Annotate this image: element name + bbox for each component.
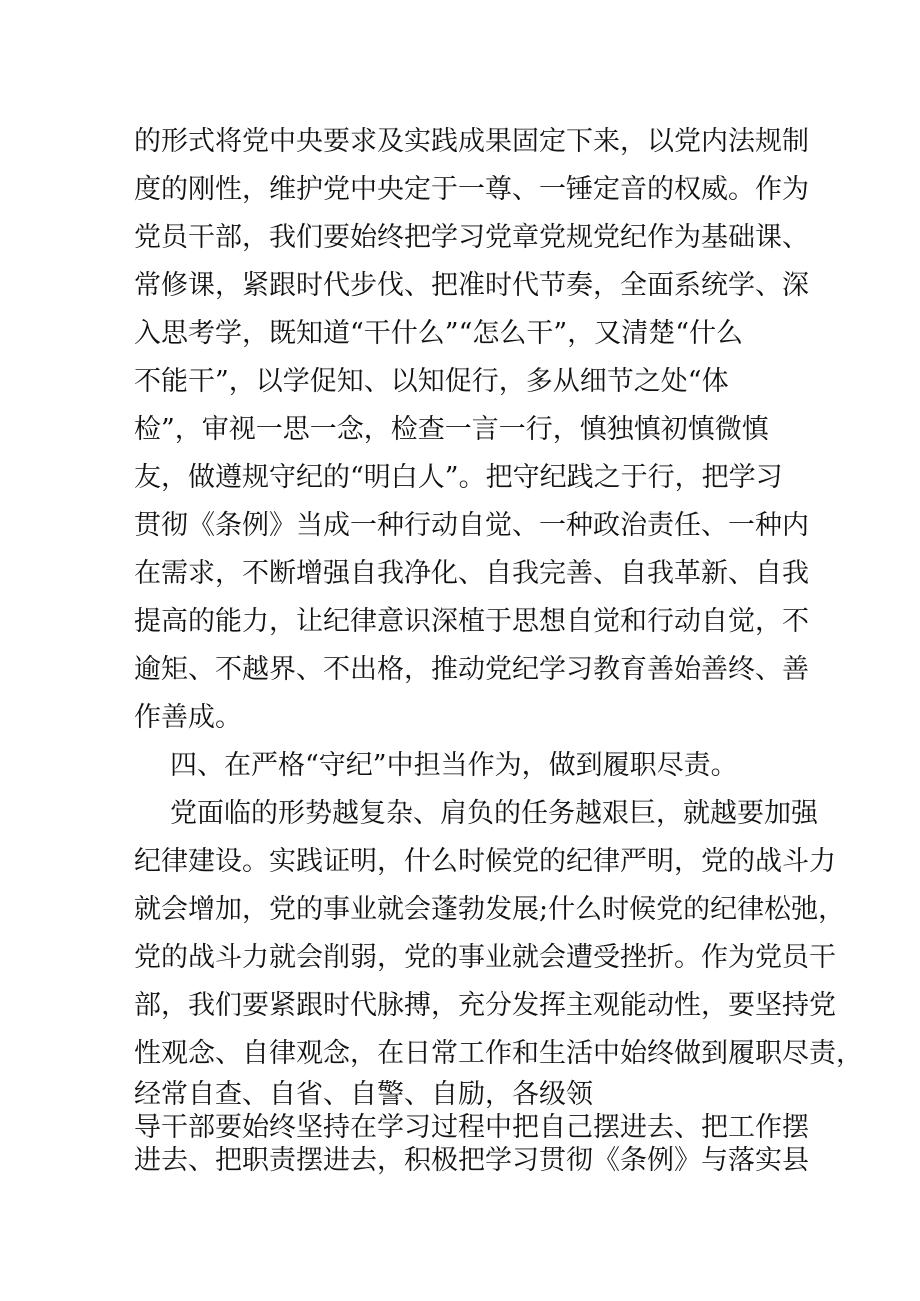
text-line: 度的刚性，维护党中央定于一尊、一锤定音的权威。作为	[134, 174, 809, 205]
text-line: 党的战斗力就会削弱，党的事业就会遭受挫折。作为党员干	[134, 942, 836, 973]
text-line: 在需求，不断增强自我净化、自我完善、自我革新、自我	[134, 558, 809, 589]
text-line: 检”，审视一思一念，检查一言一行，慎独慎初慎微慎	[134, 414, 769, 445]
text-line: 贯彻《条例》当成一种行动自觉、一种政治责任、一种内	[134, 510, 809, 541]
text-line: 不能干”，以学促知、以知促行，多从细节之处“体	[134, 366, 729, 397]
text-line: 导干部要始终坚持在学习过程中把自己摆进去、把工作摆	[134, 1112, 809, 1143]
text-line: 党员干部，我们要始终把学习党章党规党纪作为基础课、	[134, 222, 809, 253]
text-line: 纪律建设。实践证明，什么时候党的纪律严明，党的战斗力	[134, 846, 836, 877]
paragraph-start-line: 党面临的形势越复杂、肩负的任务越艰巨，就越要加强	[170, 798, 818, 829]
text-line: 部，我们要紧跟时代脉搏，充分发挥主观能动性，要坚持党	[134, 990, 836, 1021]
text-line: 逾矩、不越界、不出格，推动党纪学习教育善始善终、善	[134, 654, 809, 685]
section-heading: 四、在严格“守纪”中担当作为，做到履职尽责。	[170, 750, 738, 781]
text-line: 入思考学，既知道“干什么”“怎么干”，又清楚“什么	[134, 318, 744, 349]
document-body	[134, 118, 863, 1177]
text-line: 提高的能力，让纪律意识深植于思想自觉和行动自觉，不	[134, 606, 809, 637]
text-line: 性观念、自律观念，在日常工作和生活中始终做到履职尽责，	[134, 1038, 863, 1069]
text-line: 的形式将党中央要求及实践成果固定下来，以党内法规制	[134, 126, 809, 157]
text-line: 就会增加，党的事业就会蓬勃发展;什么时候党的纪律松弛，	[134, 894, 846, 925]
text-line: 常修课，紧跟时代步伐、把准时代节奏，全面系统学、深	[134, 270, 809, 301]
text-line: 经常自查、自省、自警、自励，各级领	[134, 1079, 593, 1110]
text-line: 友，做遵规守纪的“明白人”。把守纪践之于行，把学习	[134, 462, 783, 493]
text-line: 进去、把职责摆进去，积极把学习贯彻《条例》与落实县	[134, 1145, 809, 1176]
text-line: 作善成。	[134, 702, 242, 733]
